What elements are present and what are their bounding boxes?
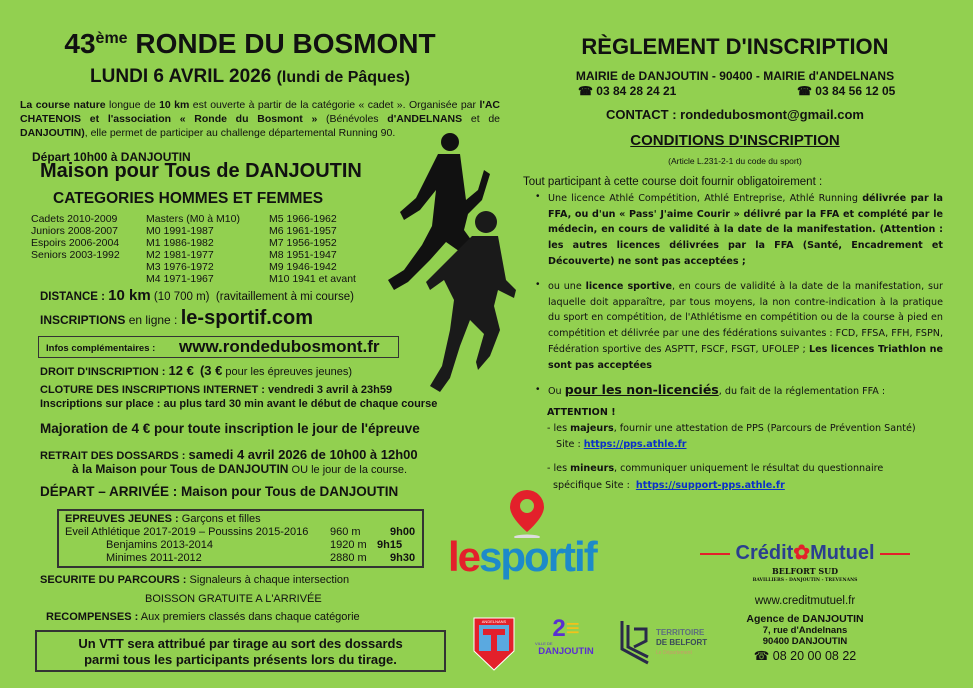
lesportif-wordmark: lesportif [448, 533, 596, 580]
andelnans-crest-icon [473, 617, 515, 671]
territoire-emblem-icon [618, 619, 652, 665]
inscriptions: INSCRIPTIONS en ligne : le-sportif.com [40, 307, 313, 329]
categories-title: CATEGORIES HOMMES ET FEMMES [53, 190, 324, 207]
mineurs-text: - les mineurs, communiquer uniquement le résultat du questionnaire [547, 463, 884, 474]
depart-arrivee: DÉPART – ARRIVÉE : Maison pour Tous de DANJOUTIN [40, 484, 399, 499]
danjoutin-logo: 2≡ VILLE DE DANJOUTIN [531, 617, 601, 657]
mineurs-site: spécifique Site : https://support-pps.athle.fr [553, 480, 785, 491]
cm-agence: Agence de DANJOUTIN 7, rue d'Andelnans 90400 DANJOUTIN [746, 613, 864, 647]
reglement-title: RÈGLEMENT D'INSCRIPTION [581, 34, 889, 59]
distance: DISTANCE : 10 km (10 700 m) (ravitaillement à mi course) [40, 287, 354, 304]
vtt-box: Un VTT sera attribué par tirage au sort des dossards parmi tous les participants présents lors du tirage. [35, 630, 446, 672]
recompenses: RECOMPENSES : Aux premiers classés dans chaque catégorie [46, 611, 360, 623]
danjoutin-emblem-icon: 2≡ [552, 615, 580, 642]
majoration: Majoration de 4 € pour toute inscription le jour de l'épreuve [40, 421, 420, 436]
attention: ATTENTION ! [547, 407, 616, 418]
retrait-place: à la Maison pour Tous de DANJOUTIN OU le jour de la course. [72, 462, 408, 476]
bullet-icon: • [536, 384, 540, 395]
cm-towns: BAVILLIERS - DANJOUTIN - TREVENANS [752, 578, 858, 583]
conditions-title: CONDITIONS D'INSCRIPTION [630, 132, 840, 149]
article: (Article L.231-2-1 du code du sport) [668, 156, 802, 166]
majeurs-site: Site : https://pps.athle.fr [556, 439, 687, 450]
intro-text: La course nature longue de 10 km est ouverte à partir de la catégorie « cadet ». Organisée par l'AC CHATENOIS et l'association « Ronde du Bosmont » (Bénévoles d'ANDELNANS et de DANJOUTIN), elle permet de participer au challenge départemental Running 90. [20, 99, 501, 139]
phone-danjoutin: ☎ 03 84 28 24 21 [578, 84, 677, 98]
droit-inscription: DROIT D'INSCRIPTION : 12 € (3 € pour les épreuves jeunes) [40, 363, 352, 378]
sur-place: Inscriptions sur place : au plus tard 30 min avant le début de chaque course [40, 398, 438, 410]
retrait-dossards: RETRAIT DES DOSSARDS : samedi 4 avril 2026 de 10h00 à 12h00 [40, 447, 418, 462]
boisson: BOISSON GRATUITE A L'ARRIVÉE [145, 593, 322, 605]
runner-silhouettes [380, 130, 520, 400]
majeurs-text: - les majeurs, fournir une attestation de PPS (Parcours de Prévention Santé) [547, 423, 916, 434]
lead-text: Tout participant à cette course doit fournir obligatoirement : [523, 176, 823, 188]
cm-site[interactable]: www.creditmutuel.fr [754, 595, 856, 607]
cm-phone: ☎ 08 20 00 08 22 [753, 649, 857, 663]
epreuves-jeunes-box: EPREUVES JEUNES : Garçons et filles Eveil Athlétique 2017-2019 – Poussins 2015-2016 960 m 9h00 Benjamins 2013-2014 1920 m 9h15 Minimes 2011-2012 2880 m 9h30 [57, 509, 424, 568]
categories-table: Cadets 2010-2009 Juniors 2008-2007 Espoirs 2006-2004 Seniors 2003-1992 Masters (M0 à M10) M0 1991-1987 M1 1986-1982 M2 1981-1977 M3 1976-1972 M4 1971-1967 M5 1966-1962 M6 1961-1957 M7 1956-1952 M8 1951-1947 M9 1946-1942 M10 1941 et avant [31, 213, 356, 285]
pps-link[interactable]: https://pps.athle.fr [583, 439, 687, 450]
phone-andelnans: ☎ 03 84 56 12 05 [797, 84, 896, 98]
credit-mutuel-logo: Crédit✿Mutuel [689, 540, 921, 565]
credit-mutuel-emblem-icon: ✿ [793, 542, 811, 564]
contact-email[interactable]: CONTACT : rondedubosmont@gmail.com [606, 107, 864, 122]
mairies: MAIRIE de DANJOUTIN - 90400 - MAIRIE d'ANDELNANS [575, 69, 895, 83]
event-date: LUNDI 6 AVRIL 2026 (lundi de Pâques) [90, 66, 410, 87]
map-pin-icon [507, 488, 547, 538]
securite: SECURITE DU PARCOURS : Signaleurs à chaque intersection [40, 574, 350, 586]
jeunes-row: Eveil Athlétique 2017-2019 – Poussins 2015-2016 960 m 9h00 [65, 526, 416, 538]
bullet-icon: • [536, 191, 540, 202]
condition-licence-sportive: ou une licence sportive, en cours de validité à la date de la manifestation, sur laquelle doit apparaître, par tous moyens, la non contre-indication à la pratique du sport en compétition, de l'Athlétisme en compétition ou de la course à pied en compétition et délivrée par une des fédérations suivantes : FCD, FFSA, FFH, FSPN, Fédération sportive des ASPTT, FSCF, FSGT, UFOLEP ; Les licences Triathlon ne sont pas acceptées [548, 281, 943, 371]
depart-time: Départ 10h00 à DANJOUTIN [32, 150, 191, 164]
bullet-icon: • [536, 279, 540, 290]
inscriptions-site-link[interactable]: le-sportif.com [180, 307, 313, 329]
depart-place: Maison pour Tous de DANJOUTIN [40, 160, 362, 182]
event-title: 43ème RONDE DU BOSMONT [64, 28, 436, 59]
cm-belfort-sud: BELFORT SUD [771, 566, 839, 576]
jeunes-row: Benjamins 2013-2014 1920 m 9h15 [106, 539, 403, 551]
svg-text:ANDELNANS: ANDELNANS [481, 619, 507, 624]
support-pps-link[interactable]: https://support-pps.athle.fr [635, 480, 785, 491]
infos-box: Infos complémentaires : www.rondedubosmont.fr [38, 336, 399, 358]
condition-licence-ffa: Une licence Athlé Compétition, Athlé Entreprise, Athlé Running délivrée par la FFA, ou d'un « Pass' J'aime Courir » délivré par la FFA et complété par le médecin, en cours de validité à la date de la manifestation. (Attention : les autres licences délivrées par la FFA (Santé, Encadrement et Découverte) ne sont pas acceptées ; [548, 193, 943, 267]
infos-site-link[interactable]: www.rondedubosmont.fr [179, 337, 380, 356]
cloture: CLOTURE DES INSCRIPTIONS INTERNET : vendredi 3 avril à 23h59 [40, 384, 393, 396]
jeunes-row: Minimes 2011-2012 2880 m 9h30 [106, 552, 416, 564]
condition-non-licencies: Ou pour les non-licenciés, du fait de la réglementation FFA : [548, 382, 886, 397]
